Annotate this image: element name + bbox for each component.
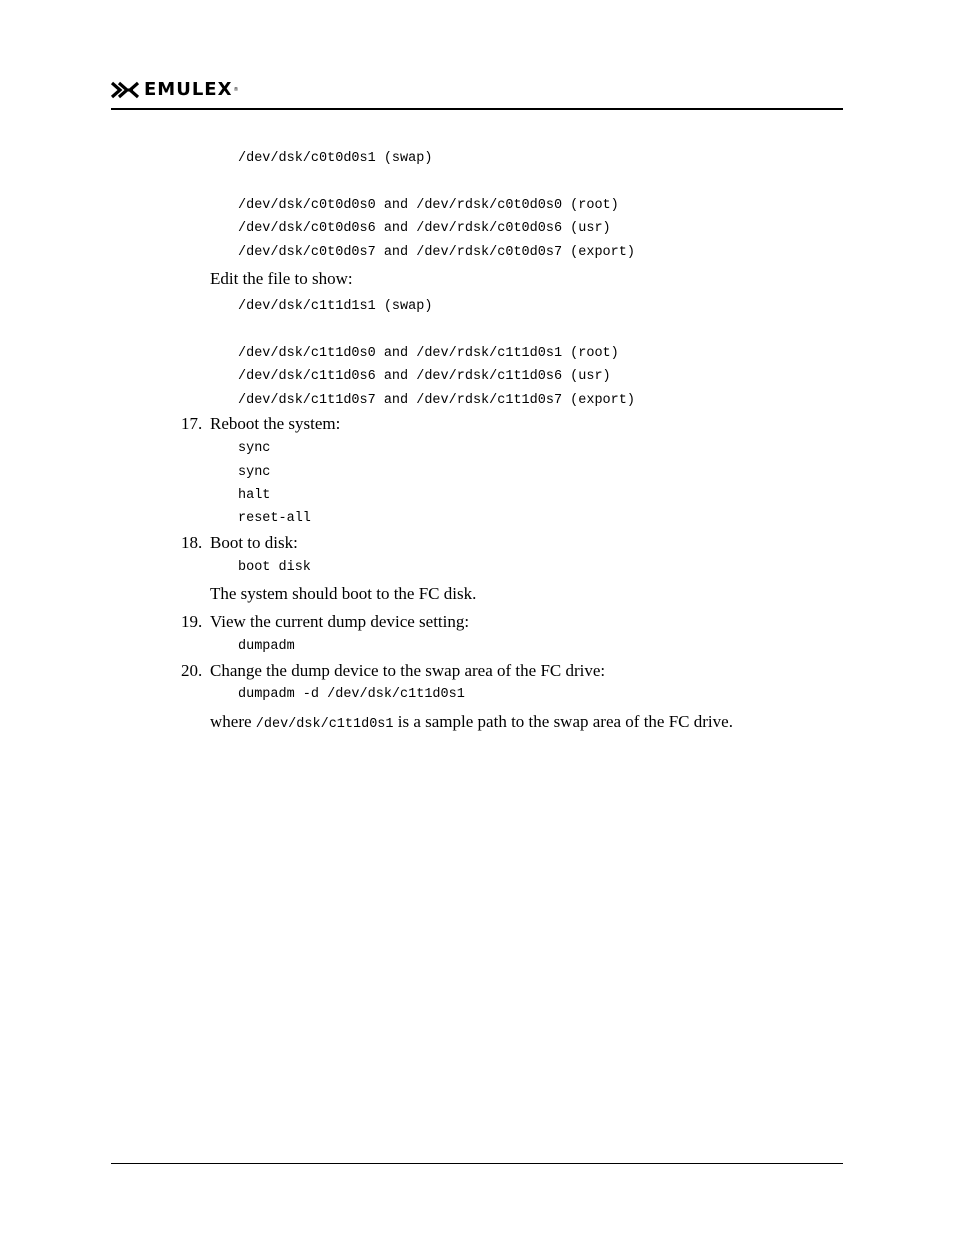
logo-trademark: ®	[233, 87, 239, 93]
code-line: reset-all	[238, 511, 311, 526]
header-logo	[111, 80, 238, 100]
step-number: 18.	[181, 533, 203, 552]
step-number: 19.	[181, 612, 203, 631]
code-line: dumpadm	[238, 639, 295, 654]
step-number: 17.	[181, 414, 203, 433]
code-line: /dev/dsk/c0t0d0s1 (swap)	[238, 151, 433, 166]
edit-instruction: Edit the file to show:	[210, 269, 353, 288]
code-line: /dev/dsk/c1t1d0s0 and /dev/rdsk/c1t1d0s1 (root)	[238, 346, 619, 361]
step-note: The system should boot to the FC disk.	[210, 584, 477, 603]
code-line: /dev/dsk/c1t1d0s7 and /dev/rdsk/c1t1d0s7 (export)	[238, 393, 635, 408]
step-text: Change the dump device to the swap area of the FC drive:	[210, 661, 606, 680]
footer-rule	[111, 1163, 843, 1164]
step-text: Reboot the system:	[210, 414, 341, 433]
code-line: boot disk	[238, 560, 311, 575]
step-number: 20.	[181, 661, 203, 680]
code-line: /dev/dsk/c0t0d0s7 and /dev/rdsk/c0t0d0s7 (export)	[238, 245, 635, 260]
logo-text: EMULEX	[144, 79, 233, 100]
code-line: halt	[238, 488, 271, 503]
step-text: View the current dump device setting:	[210, 612, 470, 631]
where-code: /dev/dsk/c1t1d0s1	[255, 717, 394, 732]
header-rule	[111, 108, 843, 110]
code-line: sync	[238, 465, 271, 480]
code-line: dumpadm -d /dev/dsk/c1t1d0s1	[238, 687, 465, 702]
code-line: /dev/dsk/c0t0d0s6 and /dev/rdsk/c0t0d0s6 (usr)	[238, 221, 611, 236]
where-note	[210, 712, 733, 735]
code-line: /dev/dsk/c1t1d1s1 (swap)	[238, 299, 433, 314]
code-line: /dev/dsk/c1t1d0s6 and /dev/rdsk/c1t1d0s6 (usr)	[238, 369, 611, 384]
emulex-logo-icon	[111, 81, 139, 99]
code-line: sync	[238, 441, 271, 456]
where-suffix: is a sample path to the swap area of the FC drive.	[397, 712, 733, 731]
step-text: Boot to disk:	[210, 533, 298, 552]
code-line: /dev/dsk/c0t0d0s0 and /dev/rdsk/c0t0d0s0 (root)	[238, 198, 619, 213]
where-prefix: where	[210, 712, 252, 731]
